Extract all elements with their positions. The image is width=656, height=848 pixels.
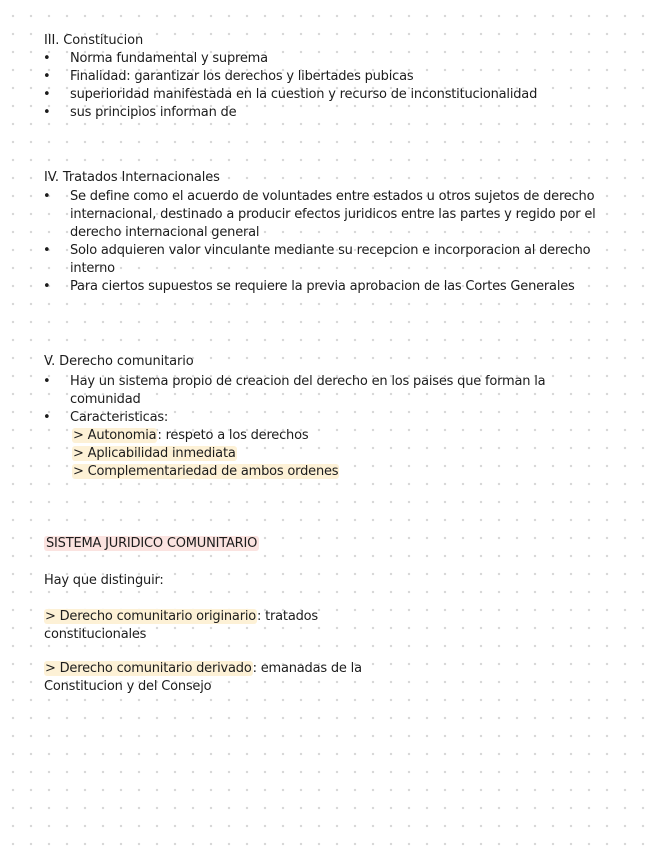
list-item-text: Caracteristicas: <box>70 410 169 425</box>
highlighted-term: > Complementariedad de ambos ordenes <box>73 464 339 479</box>
item-text: : emanadas de la Constitucion y del Consejo <box>44 661 362 694</box>
sub-list-item <box>0 445 656 463</box>
highlighted-term: > Derecho comunitario originario <box>45 609 257 624</box>
section-4-list <box>0 188 656 296</box>
list-item <box>0 68 656 86</box>
bullet-icon: • <box>43 69 51 84</box>
sistema-title <box>44 535 259 553</box>
sistema-intro: Hay que distinguir: <box>44 573 164 588</box>
section-3-heading: III. Constitucion <box>44 33 144 48</box>
list-item-text: Solo adquieren valor vinculante mediante su recepcion e incorporacion al derecho interno <box>70 243 591 276</box>
section-4-heading: IV. Tratados Internacionales <box>44 170 220 185</box>
list-item-text: sus principios informan de <box>70 105 237 120</box>
list-item-text: Se define como el acuerdo de voluntades entre estados u otros sujetos de derecho internacional, destinado a producir efectos juridicos entre las partes y regido por el derecho internacional general <box>70 189 596 240</box>
bullet-icon: • <box>43 374 51 389</box>
highlighted-term: > Autonomia <box>73 428 157 443</box>
list-item-text: Hay un sistema propio de creacion del derecho en los paises que forman la comunidad <box>70 374 546 407</box>
list-item <box>0 409 656 427</box>
bullet-icon: • <box>43 87 51 102</box>
bullet-icon: • <box>43 105 51 120</box>
sub-list-item <box>0 427 656 445</box>
bullet-icon: • <box>43 279 51 294</box>
list-item <box>0 188 656 242</box>
list-item-text: Norma fundamental y suprema <box>70 51 268 66</box>
list-item <box>0 242 656 278</box>
section-5-list <box>0 373 656 481</box>
bullet-icon: • <box>43 243 51 258</box>
item-text: : tratados constitucionales <box>44 609 318 642</box>
highlighted-term: > Derecho comunitario derivado <box>45 661 252 676</box>
list-item <box>0 86 656 104</box>
sistema-item-originario <box>44 608 384 644</box>
list-item-text: Para ciertos supuestos se requiere la previa aprobacion de las Cortes Generales <box>70 279 575 294</box>
sistema-title-text: SISTEMA JURIDICO COMUNITARIO <box>46 536 258 551</box>
highlighted-term: > Aplicabilidad inmediata <box>73 446 236 461</box>
section-3-list <box>0 50 656 122</box>
bullet-icon: • <box>43 189 51 204</box>
list-item-text: superioridad manifestada en la cuestion y recurso de inconstitucionalidad <box>70 87 538 102</box>
list-item <box>0 278 656 296</box>
sistema-item-derivado <box>44 660 404 696</box>
section-5-heading: V. Derecho comunitario <box>44 354 194 369</box>
sub-item-text: : respeto a los derechos <box>157 428 309 443</box>
list-item <box>0 50 656 68</box>
list-item <box>0 104 656 122</box>
list-item <box>0 373 656 409</box>
sub-list-item <box>0 463 656 481</box>
list-item-text: Finalidad: garantizar los derechos y libertades pubicas <box>70 69 414 84</box>
bullet-icon: • <box>43 51 51 66</box>
bullet-icon: • <box>43 410 51 425</box>
